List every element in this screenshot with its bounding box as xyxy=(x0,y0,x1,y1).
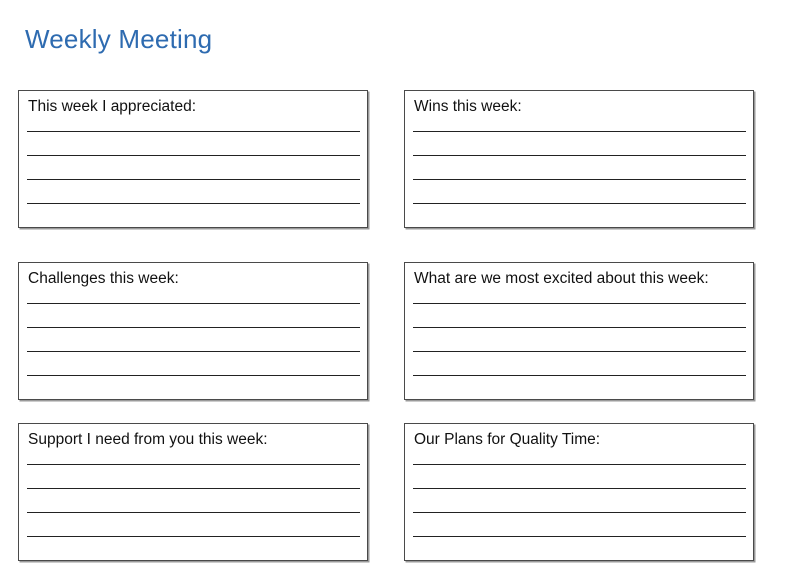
writing-line xyxy=(413,155,746,156)
writing-line xyxy=(27,375,360,376)
writing-line xyxy=(27,179,360,180)
card-label: This week I appreciated: xyxy=(28,98,197,115)
writing-line xyxy=(413,327,746,328)
writing-line xyxy=(27,303,360,304)
writing-line xyxy=(413,131,746,132)
writing-line xyxy=(413,512,746,513)
writing-line xyxy=(413,488,746,489)
writing-line xyxy=(27,327,360,328)
card-label: Our Plans for Quality Time: xyxy=(414,431,601,448)
writing-line xyxy=(27,155,360,156)
writing-line xyxy=(413,179,746,180)
card-label: Support I need from you this week: xyxy=(28,431,268,448)
card-label: What are we most excited about this week: xyxy=(414,270,709,287)
card-challenges xyxy=(18,262,368,400)
writing-line xyxy=(27,464,360,465)
card-wins xyxy=(404,90,754,228)
writing-line xyxy=(27,203,360,204)
card-label: Wins this week: xyxy=(414,98,522,115)
card-label: Challenges this week: xyxy=(28,270,179,287)
writing-line xyxy=(413,203,746,204)
writing-line xyxy=(27,512,360,513)
writing-line xyxy=(413,464,746,465)
writing-line xyxy=(413,351,746,352)
card-support xyxy=(18,423,368,561)
writing-line xyxy=(27,488,360,489)
page-title: Weekly Meeting xyxy=(25,24,213,54)
card-quality-time xyxy=(404,423,754,561)
writing-line xyxy=(27,536,360,537)
card-excited xyxy=(404,262,754,400)
writing-line xyxy=(27,351,360,352)
writing-line xyxy=(413,536,746,537)
writing-line xyxy=(413,375,746,376)
writing-line xyxy=(27,131,360,132)
card-appreciated xyxy=(18,90,368,228)
writing-line xyxy=(413,303,746,304)
